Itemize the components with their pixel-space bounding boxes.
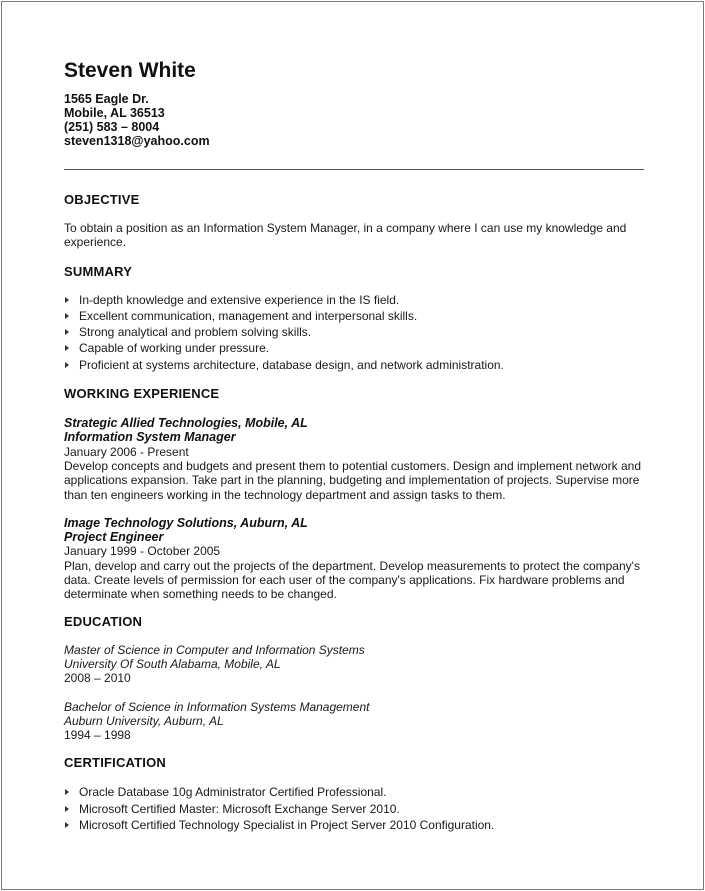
certification-list [64, 784, 644, 833]
summary-item-text: Proficient at systems architecture, database design, and network administration. [79, 357, 504, 372]
list-item [64, 340, 644, 356]
summary-item-text: Excellent communication, management and interpersonal skills. [79, 308, 418, 323]
summary-item-text: Strong analytical and problem solving skills. [79, 325, 312, 340]
bullet-arrow-icon [65, 789, 69, 795]
bullet-arrow-icon [65, 806, 69, 812]
education-entry [64, 700, 644, 743]
education-years: 2008 – 2010 [64, 671, 131, 686]
list-item [64, 324, 644, 340]
job-entry [64, 416, 644, 502]
job-entry [64, 516, 644, 602]
education-degree: Bachelor of Science in Information Systems Management [64, 699, 370, 714]
list-item [64, 801, 644, 817]
job-dates: January 1999 - October 2005 [64, 544, 221, 559]
bullet-arrow-icon [65, 362, 69, 368]
education-entry [64, 643, 644, 686]
certification-item-text: Microsoft Certified Master: Microsoft Exchange Server 2010. [79, 801, 400, 816]
address-line-2: Mobile, AL 36513 [64, 106, 165, 120]
certification-item-text: Oracle Database 10g Administrator Certified Professional. [79, 785, 387, 800]
education-school: Auburn University, Auburn, AL [64, 713, 224, 728]
objective-heading: OBJECTIVE [64, 192, 140, 207]
education-degree: Master of Science in Computer and Information Systems [64, 642, 365, 657]
summary-list [64, 292, 644, 373]
education-heading: EDUCATION [64, 613, 143, 629]
job-company: Strategic Allied Technologies, Mobile, AL [64, 416, 308, 431]
bullet-arrow-icon [65, 345, 69, 351]
job-title: Information System Manager [64, 430, 236, 445]
candidate-name: Steven White [64, 59, 196, 82]
address-line-1: 1565 Eagle Dr. [64, 92, 149, 106]
email-address: steven1318@yahoo.com [64, 134, 210, 148]
job-title: Project Engineer [64, 530, 164, 545]
summary-item-text: Capable of working under pressure. [79, 341, 270, 356]
summary-heading: SUMMARY [64, 263, 133, 279]
bullet-arrow-icon [65, 329, 69, 335]
phone-number: (251) 583 – 8004 [64, 120, 160, 134]
education-years: 1994 – 1998 [64, 728, 131, 743]
contact-block [64, 92, 644, 148]
job-description: Plan, develop and carry out the projects of the department. Develop measurements to protect the company's data. Create levels of permission for each user of the company's applications. Fix hardware problems and determinate when something needs to be changed. [64, 558, 640, 602]
certification-heading: CERTIFICATION [64, 755, 167, 771]
objective-text: To obtain a position as an Information System Manager, in a company where I can use my knowledge and experience. [64, 221, 627, 250]
list-item [64, 308, 644, 324]
job-description: Develop concepts and budgets and present them to potential customers. Design and implement network and applications expansion. Take part in the planning, budgeting and implementation of projects. Supervise more than ten engineers working in the technology department and assign tasks to them. [64, 458, 642, 502]
list-item [64, 784, 644, 800]
bullet-arrow-icon [65, 313, 69, 319]
resume-content [64, 58, 644, 833]
list-item [64, 357, 644, 373]
resume-page [1, 1, 704, 890]
job-company: Image Technology Solutions, Auburn, AL [64, 515, 308, 530]
list-item [64, 817, 644, 833]
job-dates: January 2006 - Present [64, 444, 189, 459]
bullet-arrow-icon [65, 822, 69, 828]
education-school: University Of South Alabama, Mobile, AL [64, 656, 281, 671]
bullet-arrow-icon [65, 297, 69, 303]
experience-heading: WORKING EXPERIENCE [64, 386, 220, 402]
summary-item-text: In-depth knowledge and extensive experience in the IS field. [79, 292, 400, 307]
header-divider [64, 169, 644, 170]
certification-item-text: Microsoft Certified Technology Specialist in Project Server 2010 Configuration. [79, 818, 495, 833]
list-item [64, 292, 644, 308]
